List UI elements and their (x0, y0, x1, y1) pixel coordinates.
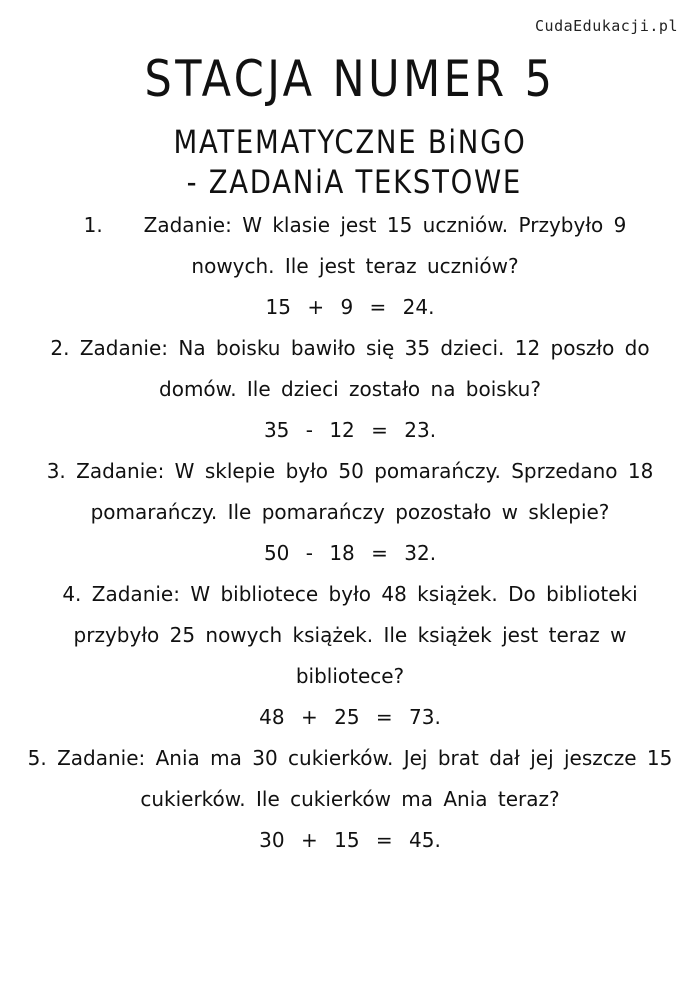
task-answer: 35 - 12 = 23. (263, 418, 437, 442)
task-item (20, 205, 680, 328)
task-number: 3. (46, 459, 66, 483)
task-number: 5. (27, 746, 47, 770)
task-question (20, 328, 680, 410)
subtitle-line-1: MATEMATYCZNE BiNGO (173, 123, 527, 161)
task-question-text: Zadanie: W klasie jest 15 uczniów. Przybyło 9 nowych. Ile jest teraz uczniów? (143, 213, 627, 278)
task-question (20, 574, 680, 697)
page-title: STACJA NUMER 5 (144, 50, 556, 108)
task-number: 4. (62, 582, 82, 606)
task-question (20, 451, 680, 533)
task-number: 1. (83, 213, 103, 237)
page-subtitle (49, 122, 651, 202)
task-answer: 15 + 9 = 24. (265, 295, 435, 319)
task-number: 2. (50, 336, 70, 360)
watermark: CudaEdukacji.pl (535, 17, 678, 35)
task-question-text: Zadanie: W bibliotece było 48 książek. Do biblioteki przybyło 25 nowych książek. Ile książek jest teraz w bibliotece? (73, 582, 638, 688)
task-question-text: Zadanie: Na boisku bawiło się 35 dzieci. 12 poszło do domów. Ile dzieci zostało na boisku? (79, 336, 650, 401)
task-answer: 50 - 18 = 32. (263, 541, 437, 565)
task-question-text: Zadanie: Ania ma 30 cukierków. Jej brat dał jej jeszcze 15 cukierków. Ile cukierków ma Ania teraz? (57, 746, 673, 811)
task-item (20, 574, 680, 738)
task-item (20, 328, 680, 451)
task-answer: 48 + 25 = 73. (259, 705, 441, 729)
task-item (20, 451, 680, 574)
task-item (20, 738, 680, 861)
subtitle-line-2: - ZADANiA TEKSTOWE (186, 163, 523, 201)
task-question (20, 738, 680, 820)
task-question (20, 205, 680, 287)
task-question-text: Zadanie: W sklepie było 50 pomarańczy. Sprzedano 18 pomarańczy. Ile pomarańczy pozostało w sklepie? (76, 459, 654, 524)
task-list (20, 205, 680, 861)
task-answer: 30 + 15 = 45. (259, 828, 441, 852)
